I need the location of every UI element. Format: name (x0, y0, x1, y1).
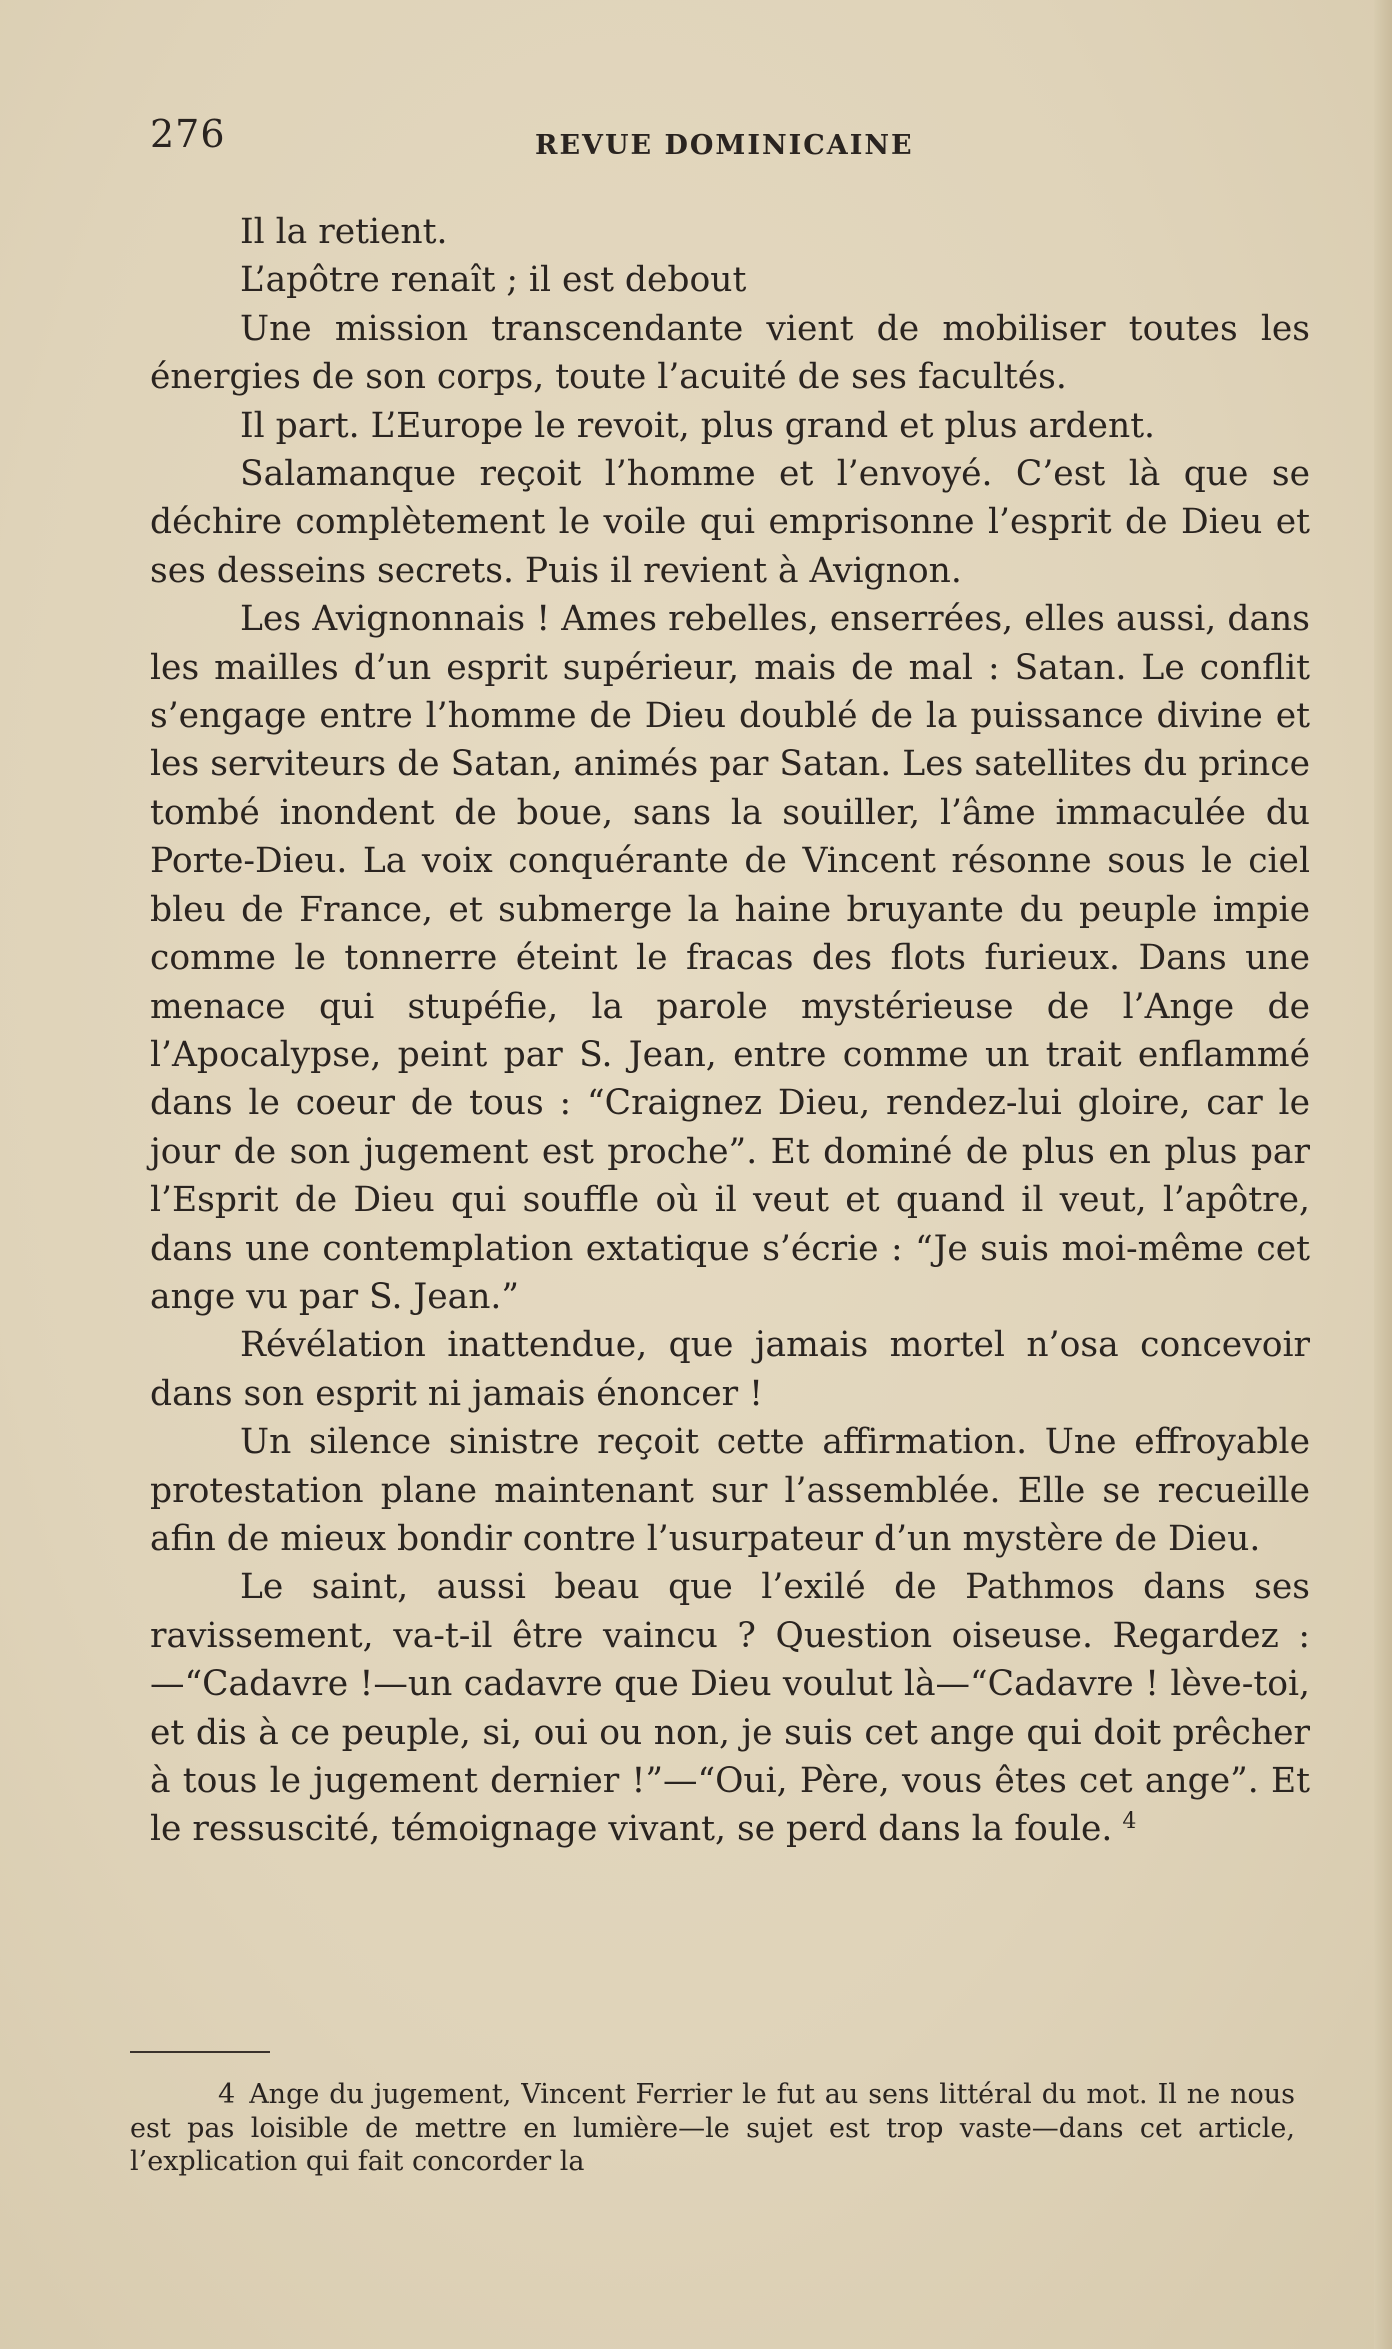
paragraph: Salamanque reçoit l’homme et l’envoyé. C’est là que se déchire complètement le voile qui emprisonne l’esprit de Dieu et ses desseins secrets. Puis il revient à Avignon. (150, 454, 1310, 591)
footnote-number: 4 (218, 2079, 236, 2110)
paragraph: L’apôtre renaît ; il est debout (240, 260, 747, 301)
footnote-divider (130, 2051, 270, 2053)
paragraph: Une mission transcendante vient de mobiliser toutes les énergies de son corps, toute l’acuité de ses facultés. (150, 308, 1310, 398)
paragraph: Il la retient. (240, 212, 448, 252)
page-edge (1374, 0, 1392, 2349)
running-title: REVUE DOMINICAINE (535, 130, 914, 161)
paragraph: Les Avignonnais ! Ames rebelles, enserrées, elles aussi, dans les mailles d’un esprit supérieur, mais de mal : Satan. Le conflit s’engage entre l’homme de Dieu doublé de la puissance divine et les serviteurs de Satan, animés par Satan. Les satellites du prince tombé inondent de boue, sans la souiller, l’âme immaculée du Porte-Dieu. La voix conquérante de Vincent résonne sous le ciel bleu de France, et submerge la haine bruyante du peuple impie comme le tonnerre éteint le fracas des flots furieux. Dans une menace qui stupéfie, la parole mystérieuse de l’Ange de l’Apocalypse, peint par S. Jean, entre comme un trait enflammé dans le coeur de tous : “Craignez Dieu, rendez-lui gloire, car le jour de son jugement est proche”. Et dominé de plus en plus par l’Esprit de Dieu qui souffle où il veut et quand il veut, l’apôtre, dans une contemplation extatique s’écrie : “Je suis moi-même cet ange vu par S. Jean.” (150, 599, 1310, 1317)
paragraph-text: Le saint, aussi beau que l’exilé de Pathmos dans ses ravissement, va-t-il être vaincu ? Question oiseuse. Regardez :—“Cadavre !—un cadavre que Dieu voulut là—“Cadavre ! lève-toi, et dis à ce peuple, si, oui ou non, je suis cet ange qui doit prêcher à tous le jugement dernier !”—“Oui, Père, vous êtes cet ange”. Et le ressuscité, témoignage vivant, se perd dans la foule. (150, 1567, 1310, 1850)
paragraph: Il part. L’Europe le revoit, plus grand et plus ardent. (240, 405, 1156, 446)
main-text (150, 208, 1310, 1854)
page-header (150, 112, 1310, 172)
footnote-text: Ange du jugement, Vincent Ferrier le fut au sens littéral du mot. Il ne nous est pas loisible de mettre en lumière—le sujet est trop vaste—dans cet article, l’explication qui fait concorder la (130, 2079, 1295, 2177)
paragraph: Un silence sinistre reçoit cette affirmation. Une effroyable protestation plane maintenant sur l’assemblée. Elle se recueille afin de mieux bondir contre l’usurpateur d’un mystère de Dieu. (150, 1422, 1310, 1559)
paragraph-with-footnote (150, 1563, 1310, 1853)
paragraph: Révélation inattendue, que jamais mortel n’osa concevoir dans son esprit ni jamais énoncer ! (150, 1325, 1310, 1414)
page-number: 276 (150, 112, 226, 156)
footnote-reference: 4 (1122, 1808, 1137, 1834)
footnote (130, 2078, 1295, 2179)
